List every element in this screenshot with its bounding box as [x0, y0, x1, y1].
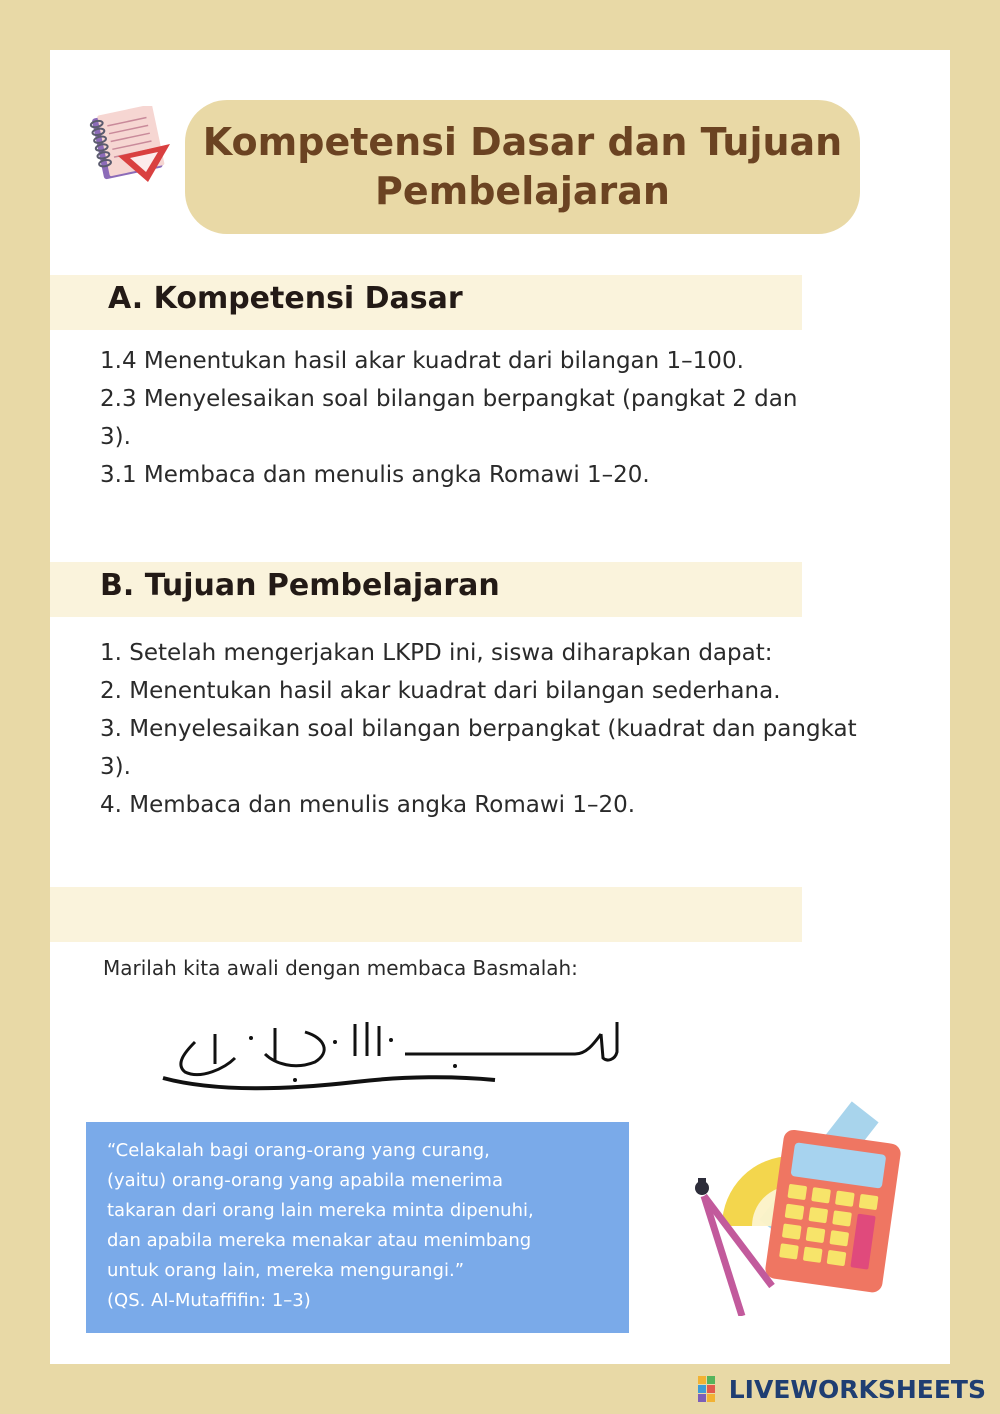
section-b-heading: B. Tujuan Pembelajaran: [100, 568, 500, 603]
liveworksheets-brand: [697, 1373, 986, 1405]
basmalah-intro: Marilah kita awali dengan membaca Basmalah:: [103, 956, 578, 980]
quote-line: takaran dari orang lain mereka minta dipenuhi,: [107, 1200, 534, 1221]
list-item: 1. Setelah mengerjakan LKPD ini, siswa diharapkan dapat:: [100, 640, 773, 666]
list-item: 3. Menyelesaikan soal bilangan berpangkat (kuadrat dan pangkat 3).: [100, 716, 857, 780]
section-b-header: [50, 562, 802, 617]
section-a-header: [50, 275, 802, 330]
title-banner: [185, 100, 860, 234]
calculator-icon: [764, 1129, 902, 1294]
page-title: [203, 118, 842, 215]
kompetensi-dasar-list: [100, 342, 820, 494]
quote-line: dan apabila mereka menakar atau menimbang: [107, 1230, 532, 1251]
quote-box: [86, 1122, 629, 1333]
quote-line: “Celakalah bagi orang-orang yang curang,: [107, 1140, 490, 1161]
list-item: 3.1 Membaca dan menulis angka Romawi 1–20.: [100, 462, 650, 488]
title-line-2: Pembelajaran: [375, 169, 670, 213]
tujuan-pembelajaran-list: [100, 634, 870, 824]
math-tools-illustration: [682, 1086, 907, 1316]
title-line-1: Kompetensi Dasar dan Tujuan: [202, 120, 843, 165]
quote-line: (yaitu) orang-orang yang apabila menerima: [107, 1170, 503, 1191]
list-item: 1.4 Menentukan hasil akar kuadrat dari bilangan 1–100.: [100, 348, 744, 374]
quote-line: untuk orang lain, mereka mengurangi.”: [107, 1260, 465, 1281]
notebook-icon: [78, 106, 178, 184]
list-item: 2.3 Menyelesaikan soal bilangan berpangkat (pangkat 2 dan 3).: [100, 386, 798, 450]
brand-text: LIVEWORKSHEETS: [728, 1374, 986, 1404]
worksheet-page: [50, 50, 950, 1364]
list-item: 4. Membaca dan menulis angka Romawi 1–20.: [100, 792, 636, 818]
section-a-heading: A. Kompetensi Dasar: [108, 281, 463, 316]
liveworksheets-logo-icon: [697, 1375, 725, 1403]
list-item: 2. Menentukan hasil akar kuadrat dari bilangan sederhana.: [100, 678, 781, 704]
empty-section-band: [50, 887, 802, 942]
basmalah-calligraphy: [155, 1012, 625, 1102]
quote-source: (QS. Al-Mutaffifin: 1–3): [107, 1290, 311, 1311]
